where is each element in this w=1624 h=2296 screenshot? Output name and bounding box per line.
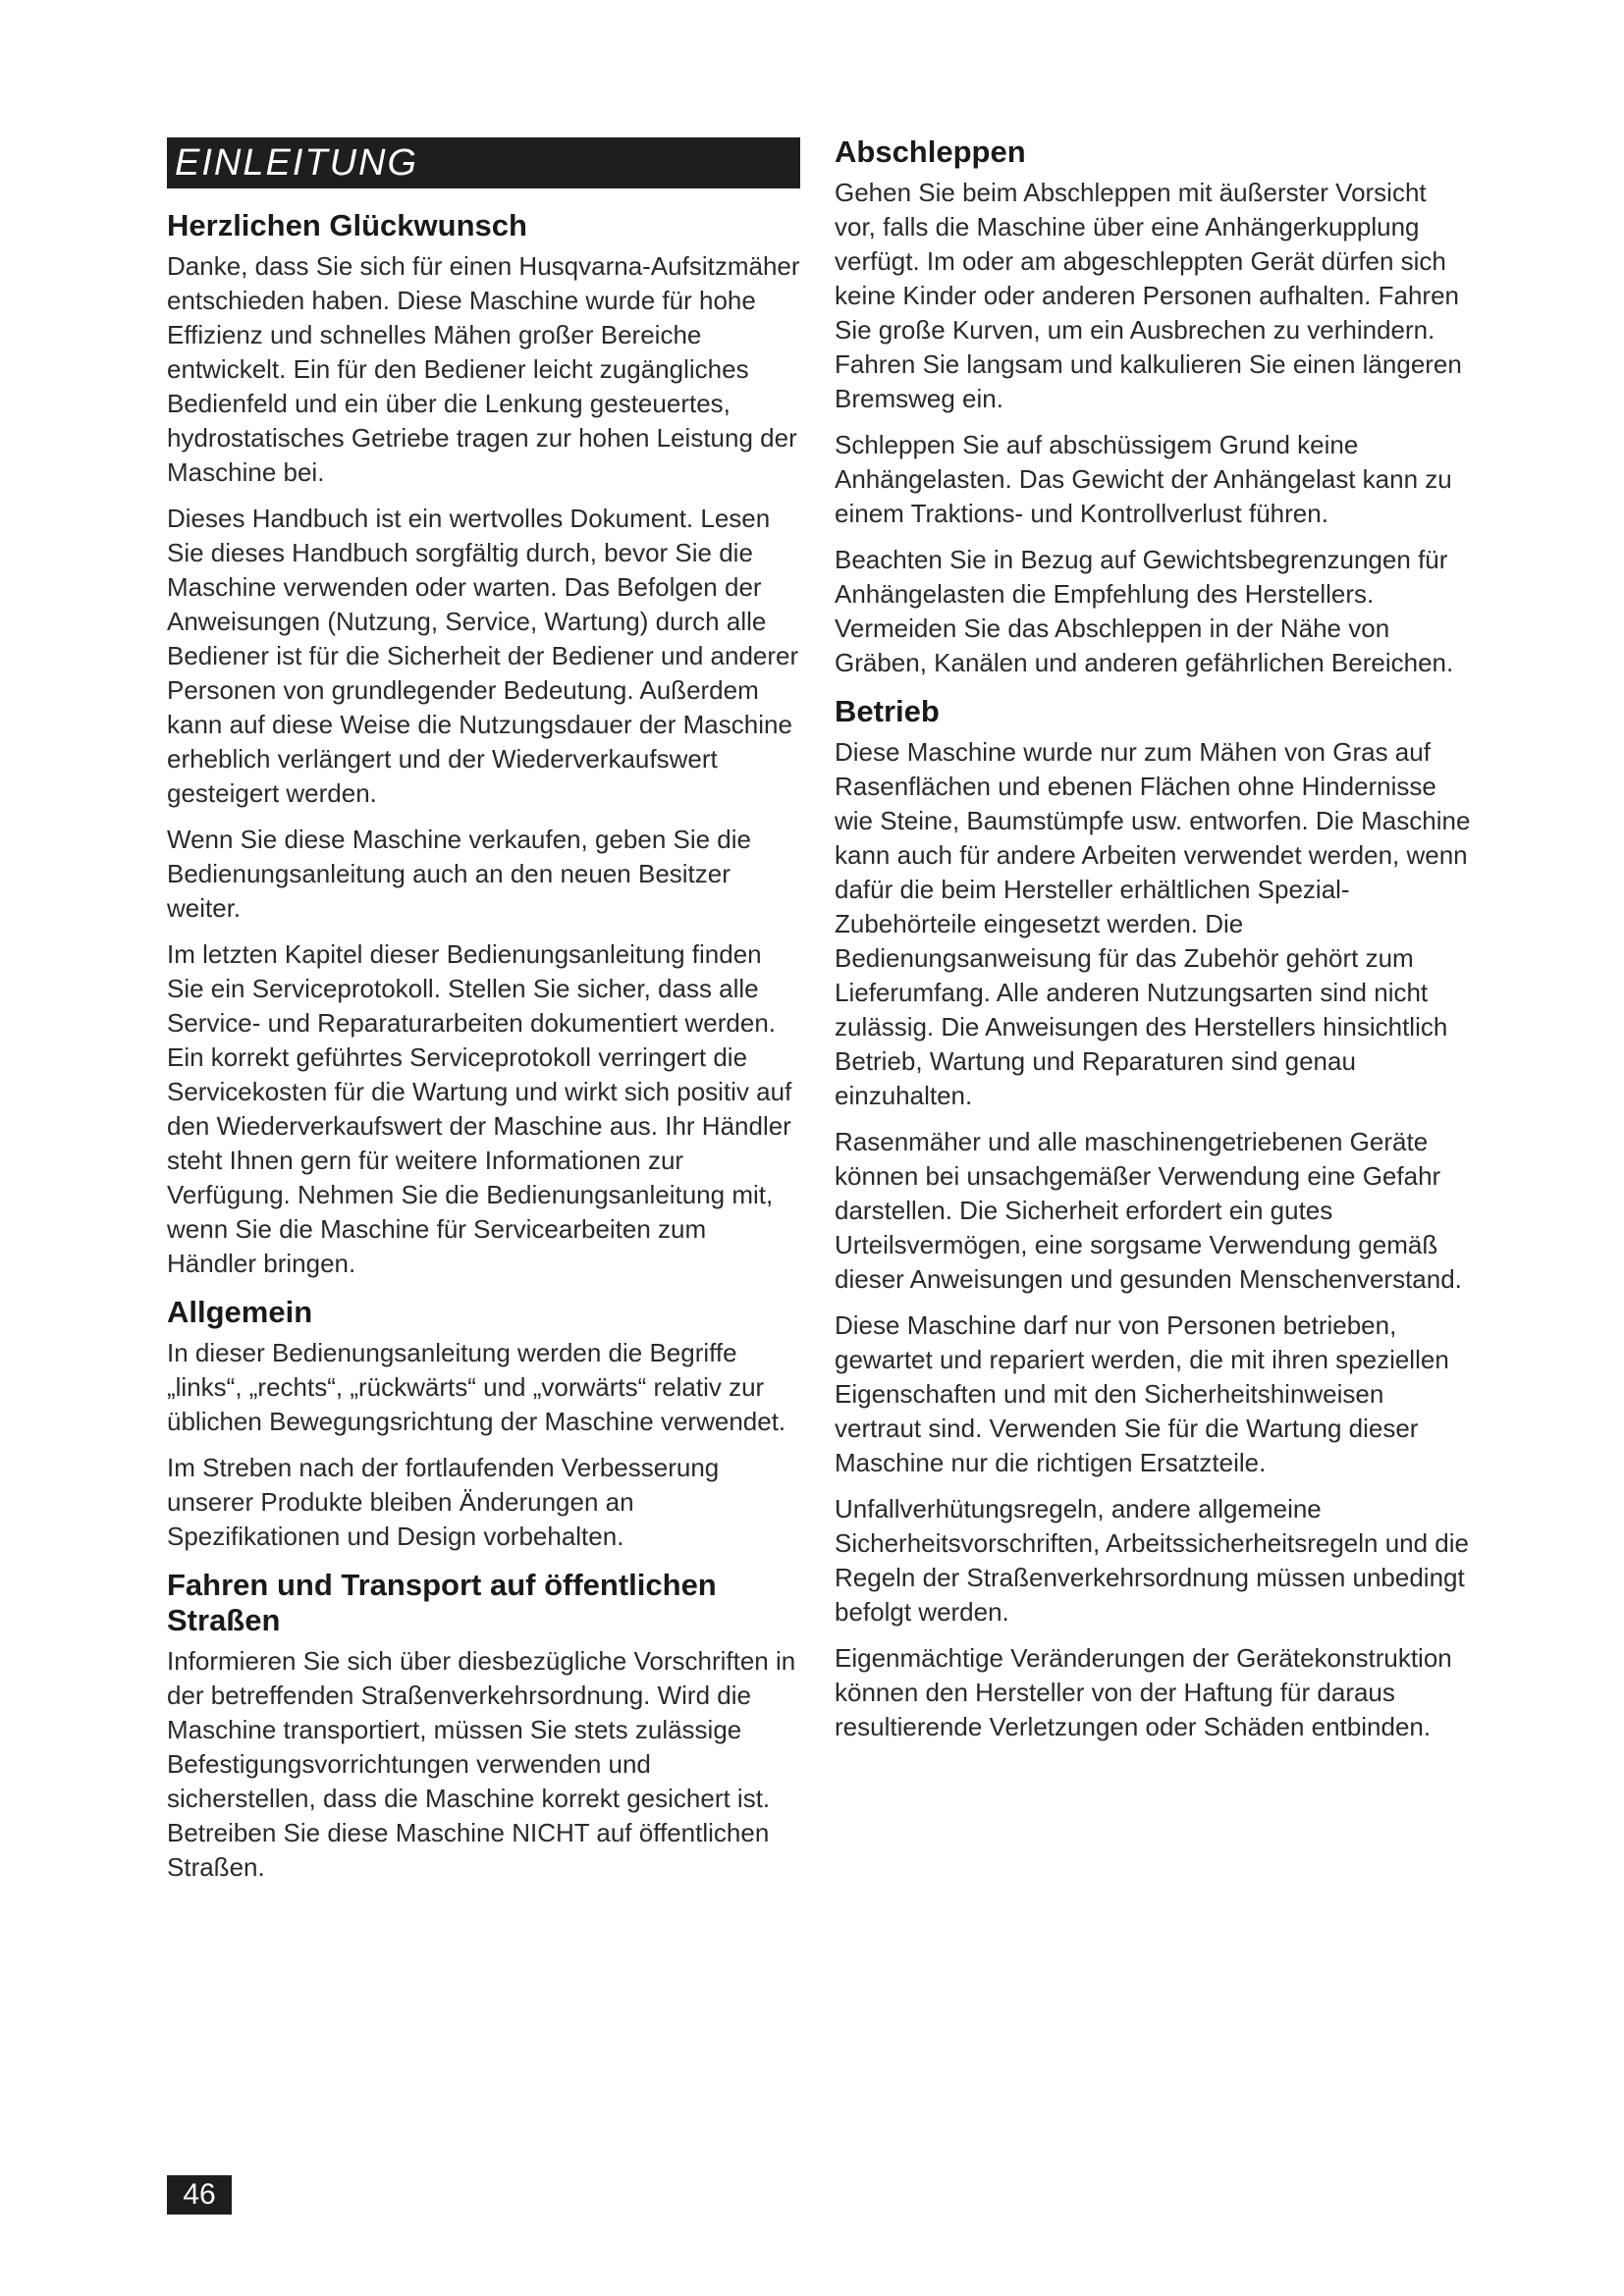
chapter-title: EINLEITUNG — [175, 142, 419, 184]
paragraph: Eigenmächtige Veränderungen der Gerätekonstruktion können den Hersteller von der Haftung für daraus resultierende Verletzungen oder Schäden entbinden. — [835, 1643, 1452, 1741]
paragraph: Beachten Sie in Bezug auf Gewichtsbegrenzungen für Anhängelasten die Empfehlung des Herstellers. Vermeiden Sie das Abschleppen in der Nähe von Gräben, Kanälen und anderen gefährlichen Bereichen. — [835, 545, 1454, 677]
paragraph: Dieses Handbuch ist ein wertvolles Dokument. Lesen Sie dieses Handbuch sorgfältig durch, bevor Sie die Maschine verwenden oder warten. Das Befolgen der Anweisungen (Nutzung, Service, Wartung) durch alle Bediener ist für die Sicherheit der Bediener und anderer Personen von grundlegender Bedeutung. Außerdem kann auf diese Weise die Nutzungsdauer der Maschine erheblich verlängert und der Wiederverkaufswert gesteigert werden. — [167, 504, 799, 808]
section-abschleppen — [835, 134, 1473, 680]
section-heading: Herzlichen Glückwunsch — [167, 208, 527, 242]
section-transport — [167, 1568, 800, 1885]
paragraph: Im Streben nach der fortlaufenden Verbesserung unserer Produkte bleiben Änderungen an Spezifikationen und Design vorbehalten. — [167, 1453, 720, 1551]
page-number: 46 — [167, 2175, 232, 2215]
paragraph: Diese Maschine wurde nur zum Mähen von Gras auf Rasenflächen und ebenen Flächen ohne Hindernisse wie Steine, Baumstümpfe usw. entworfen. Die Maschine kann auch für andere Arbeiten verwendet werden, wenn dafür die beim Hersteller erhältlichen Spezial-Zubehörteile eingesetzt werden. Die Bedienungsanweisung für das Zubehör gehört zum Lieferumfang. Alle anderen Nutzungsarten sind nicht zulässig. Die Anweisungen des Herstellers hinsichtlich Betrieb, Wartung und Reparaturen sind genau einzuhalten. — [835, 737, 1471, 1110]
paragraph: Wenn Sie diese Maschine verkaufen, geben Sie die Bedienungsanleitung auch an den neuen Besitzer weiter. — [167, 825, 752, 923]
right-column — [835, 134, 1473, 1758]
section-glueckwunsch — [167, 208, 800, 1281]
paragraph: Im letzten Kapitel dieser Bedienungsanleitung finden Sie ein Serviceprotokoll. Stellen Sie sicher, dass alle Service- und Reparaturarbeiten dokumentiert werden. Ein korrekt geführtes Serviceprotokoll verringert die Servicekosten für die Wartung und wirkt sich positiv auf den Wiederverkaufswert der Maschine aus. Ihr Händler steht Ihnen gern für weitere Informationen zur Verfügung. Nehmen Sie die Bedienungsanleitung mit, wenn Sie die Maschine für Servicearbeiten zum Händler bringen. — [167, 939, 792, 1278]
section-heading: Betrieb — [835, 694, 940, 728]
section-heading: Allgemein — [167, 1295, 313, 1329]
chapter-bar — [167, 137, 800, 188]
left-column — [167, 137, 800, 1898]
paragraph: Danke, dass Sie sich für einen Husqvarna-Aufsitzmäher entschieden haben. Diese Maschine wurde für hohe Effizienz und schnelles Mähen großer Bereiche entwickelt. Ein für den Bediener leicht zugängliches Bedienfeld und ein über die Lenkung gesteuertes, hydrostatisches Getriebe tragen zur hohen Leistung der Maschine bei. — [167, 251, 800, 487]
paragraph: Schleppen Sie auf abschüssigem Grund keine Anhängelasten. Das Gewicht der Anhängelast kann zu einem Traktions- und Kontrollverlust führen. — [835, 430, 1452, 528]
section-allgemein — [167, 1295, 800, 1554]
paragraph: Informieren Sie sich über diesbezügliche Vorschriften in der betreffenden Straßenverkehrsordnung. Wird die Maschine transportiert, müssen Sie stets zulässige Befestigungsvorrichtungen verwenden und sicherstellen, dass die Maschine korrekt gesichert ist. Betreiben Sie diese Maschine NICHT auf öffentlichen Straßen. — [167, 1646, 796, 1882]
paragraph: Gehen Sie beim Abschleppen mit äußerster Vorsicht vor, falls die Maschine über eine Anhängerkupplung verfügt. Im oder am abgeschleppten Gerät dürfen sich keine Kinder oder anderen Personen aufhalten. Fahren Sie große Kurven, um ein Ausbrechen zu verhindern. Fahren Sie langsam und kalkulieren Sie einen längeren Bremsweg ein. — [835, 178, 1462, 413]
section-heading: Abschleppen — [835, 134, 1026, 169]
section-betrieb — [835, 694, 1473, 1744]
paragraph: Diese Maschine darf nur von Personen betrieben, gewartet und repariert werden, die mit ihren speziellen Eigenschaften und mit den Sicherheitshinweisen vertraut sind. Verwenden Sie für die Wartung dieser Maschine nur die richtigen Ersatzteile. — [835, 1310, 1449, 1477]
section-heading: Fahren und Transport auf öffentlichen Straßen — [167, 1568, 717, 1637]
paragraph: In dieser Bedienungsanleitung werden die Begriffe „links“, „rechts“, „rückwärts“ und „vorwärts“ relativ zur üblichen Bewegungsrichtung der Maschine verwendet. — [167, 1338, 786, 1436]
paragraph: Rasenmäher und alle maschinengetriebenen Geräte können bei unsachgemäßer Verwendung eine Gefahr darstellen. Die Sicherheit erfordert ein gutes Urteilsvermögen, eine sorgsame Verwendung gemäß dieser Anweisungen und gesunden Menschenverstand. — [835, 1127, 1462, 1294]
paragraph: Unfallverhütungsregeln, andere allgemeine Sicherheitsvorschriften, Arbeitssicherheitsregeln und die Regeln der Straßenverkehrsordnung müssen unbedingt befolgt werden. — [835, 1494, 1470, 1627]
